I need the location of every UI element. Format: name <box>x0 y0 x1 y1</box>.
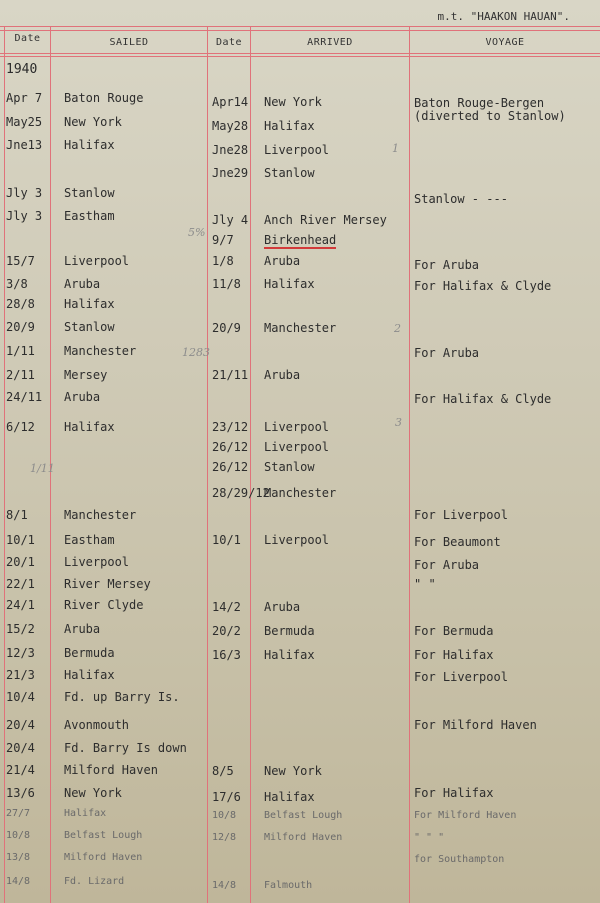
sailed-port: Fd. Barry Is down <box>64 741 187 755</box>
arrived-port: New York <box>264 95 322 109</box>
sailed-date: 6/12 <box>6 420 35 434</box>
arrived-date: 21/11 <box>212 368 249 382</box>
sailed-port: Liverpool <box>64 555 130 569</box>
sailed-port: Halifax <box>64 808 107 819</box>
sailed-port: Halifax <box>64 420 115 434</box>
arrived-date: Apr14 <box>212 95 249 109</box>
sailed-date: 8/1 <box>6 508 28 522</box>
sailed-port: Aruba <box>64 622 101 636</box>
sailed-port: Mersey <box>64 368 108 382</box>
arrived-date: 26/12 <box>212 440 249 454</box>
voyage-note: For Halifax <box>414 648 494 662</box>
arrived-port: Manchester <box>264 321 337 335</box>
pencil-note: 1 <box>392 142 399 155</box>
sailed-date: Jne13 <box>6 138 43 152</box>
arrived-port: Halifax <box>264 648 315 662</box>
arrived-date: Jne29 <box>212 166 249 180</box>
header-arrived: ARRIVED <box>307 37 353 48</box>
sailed-port: Eastham <box>64 209 115 223</box>
voyage-note: For Beaumont <box>414 535 501 549</box>
sailed-date: 15/7 <box>6 254 35 268</box>
arrived-date: 9/7 <box>212 233 234 247</box>
arrived-port: New York <box>264 764 322 778</box>
arrived-port: Halifax <box>264 277 315 291</box>
arrived-port: Stanlow <box>264 166 315 180</box>
arrived-date: Jne28 <box>212 143 249 157</box>
arrived-date: 1/8 <box>212 254 234 268</box>
arrived-date: 16/3 <box>212 648 241 662</box>
voyage-note: Baton Rouge-Bergen <box>414 96 545 110</box>
pencil-note: 2 <box>394 322 401 335</box>
arrived-port: Aruba <box>264 254 301 268</box>
arrived-date: 10/8 <box>212 810 237 821</box>
sailed-port: Milford Haven <box>64 852 143 863</box>
arrived-port: Halifax <box>264 119 315 133</box>
arrived-port: Belfast Lough <box>264 810 343 821</box>
arrived-date: 17/6 <box>212 790 241 804</box>
sailed-port: Baton Rouge <box>64 91 144 105</box>
sailed-port: Bermuda <box>64 646 115 660</box>
year-label: 1940 <box>6 62 38 77</box>
sailed-port: Halifax <box>64 297 115 311</box>
sailed-port: Stanlow <box>64 320 115 334</box>
arrived-port: Liverpool <box>264 143 330 157</box>
arrived-date: 20/9 <box>212 321 241 335</box>
rule-date-arrived <box>250 26 251 903</box>
voyage-note: (diverted to Stanlow) <box>414 109 566 123</box>
arrived-port: Halifax <box>264 790 315 804</box>
ship-name: m.t. "HAAKON HAUAN". <box>437 10 570 23</box>
arrived-date: 20/2 <box>212 624 241 638</box>
sailed-port: Halifax <box>64 138 115 152</box>
arrived-port: Liverpool <box>264 420 330 434</box>
voyage-note: " " " <box>414 832 445 843</box>
header-date-sailed: Date <box>14 33 41 44</box>
arrived-date: 26/12 <box>212 460 249 474</box>
sailed-port: Belfast Lough <box>64 830 143 841</box>
arrived-port: Manchester <box>264 486 337 500</box>
arrived-date: 10/1 <box>212 533 241 547</box>
sailed-date: Apr 7 <box>6 91 43 105</box>
header-date-arrived: Date <box>215 37 243 48</box>
header-voyage: VOYAGE <box>485 37 525 48</box>
sailed-port: Fd. Lizard <box>64 876 125 887</box>
voyage-note: For Aruba <box>414 258 480 272</box>
header-bottom-rule-2 <box>0 56 600 57</box>
sailed-date: Jly 3 <box>6 186 43 200</box>
arrived-date: 12/8 <box>212 832 237 843</box>
voyage-note: " " <box>414 577 436 591</box>
sailed-date: 22/1 <box>6 577 35 591</box>
header-top-rule <box>0 26 600 27</box>
voyage-note: For Halifax <box>414 786 494 800</box>
sailed-port: Milford Haven <box>64 763 158 777</box>
arrived-port: Liverpool <box>264 533 330 547</box>
sailed-date: 10/1 <box>6 533 35 547</box>
voyage-note: for Southampton <box>414 854 505 865</box>
voyage-note: For Milford Haven <box>414 810 517 821</box>
voyage-note: For Liverpool <box>414 670 508 684</box>
arrived-date: 14/8 <box>212 880 237 891</box>
sailed-date: 20/4 <box>6 741 35 755</box>
sailed-date: 2/11 <box>6 368 35 382</box>
sailed-port: Eastham <box>64 533 115 547</box>
sailed-date: 3/8 <box>6 277 28 291</box>
pencil-note: 1/11 <box>30 462 55 475</box>
arrived-port: Stanlow <box>264 460 315 474</box>
sailed-date: 10/8 <box>6 830 31 841</box>
sailed-date: 20/1 <box>6 555 35 569</box>
arrived-date: 11/8 <box>212 277 241 291</box>
sailed-port: River Mersey <box>64 577 151 591</box>
voyage-note: Stanlow - --- <box>414 192 508 206</box>
arrived-date: 8/5 <box>212 764 234 778</box>
rule-sailed-date <box>207 26 208 903</box>
arrived-port: Aruba <box>264 600 301 614</box>
sailed-port: Manchester <box>64 344 137 358</box>
sailed-port: Aruba <box>64 390 101 404</box>
voyage-note: For Halifax & Clyde <box>414 279 552 293</box>
voyage-note: For Liverpool <box>414 508 508 522</box>
arrived-date: 23/12 <box>212 420 249 434</box>
sailed-port: River Clyde <box>64 598 144 612</box>
voyage-note: For Aruba <box>414 346 480 360</box>
sailed-port: Liverpool <box>64 254 130 268</box>
sailed-port: Avonmouth <box>64 718 130 732</box>
voyage-note: For Bermuda <box>414 624 494 638</box>
sailed-port: New York <box>64 786 122 800</box>
pencil-note: 1283 <box>182 346 210 359</box>
sailed-date: 20/9 <box>6 320 35 334</box>
header-sailed: SAILED <box>109 37 149 48</box>
sailed-date: 10/4 <box>6 690 35 704</box>
sailed-port: Stanlow <box>64 186 115 200</box>
header-top-rule-2 <box>0 30 600 31</box>
sailed-date: 21/4 <box>6 763 35 777</box>
sailed-port: Fd. up Barry Is. <box>64 690 180 704</box>
sailed-date: 13/6 <box>6 786 35 800</box>
arrived-port: Milford Haven <box>264 832 343 843</box>
rule-left <box>4 26 5 903</box>
sailed-port: Manchester <box>64 508 137 522</box>
arrived-date: Jly 4 <box>212 213 249 227</box>
sailed-date: 15/2 <box>6 622 35 636</box>
sailed-date: 12/3 <box>6 646 35 660</box>
sailed-date: Jly 3 <box>6 209 43 223</box>
voyage-note: For Aruba <box>414 558 480 572</box>
sailed-date: 24/11 <box>6 390 43 404</box>
voyage-note: For Milford Haven <box>414 718 537 732</box>
sailed-date: 21/3 <box>6 668 35 682</box>
arrived-port: Anch River Mersey <box>264 213 387 227</box>
arrived-port: Liverpool <box>264 440 330 454</box>
sailed-date: 13/8 <box>6 852 31 863</box>
arrived-port: Aruba <box>264 368 301 382</box>
arrived-port: Birkenhead <box>264 233 337 247</box>
voyage-note: For Halifax & Clyde <box>414 392 552 406</box>
arrived-date: 28/29/12 <box>212 486 270 500</box>
sailed-port: Halifax <box>64 668 115 682</box>
arrived-port: Bermuda <box>264 624 315 638</box>
rule-arrived-voyage <box>409 26 410 903</box>
sailed-date: May25 <box>6 115 43 129</box>
sailed-date: 14/8 <box>6 876 31 887</box>
sailed-date: 27/7 <box>6 808 31 819</box>
header-bottom-rule <box>0 53 600 54</box>
pencil-note: 3 <box>395 416 402 429</box>
arrived-date: 14/2 <box>212 600 241 614</box>
sailed-date: 28/8 <box>6 297 35 311</box>
sailed-port: New York <box>64 115 122 129</box>
arrived-port: Falmouth <box>264 880 313 891</box>
pencil-note: 5% <box>188 226 206 239</box>
sailed-date: 24/1 <box>6 598 35 612</box>
sailed-date: 20/4 <box>6 718 35 732</box>
arrived-date: May28 <box>212 119 249 133</box>
sailed-date: 1/11 <box>6 344 35 358</box>
sailed-port: Aruba <box>64 277 101 291</box>
